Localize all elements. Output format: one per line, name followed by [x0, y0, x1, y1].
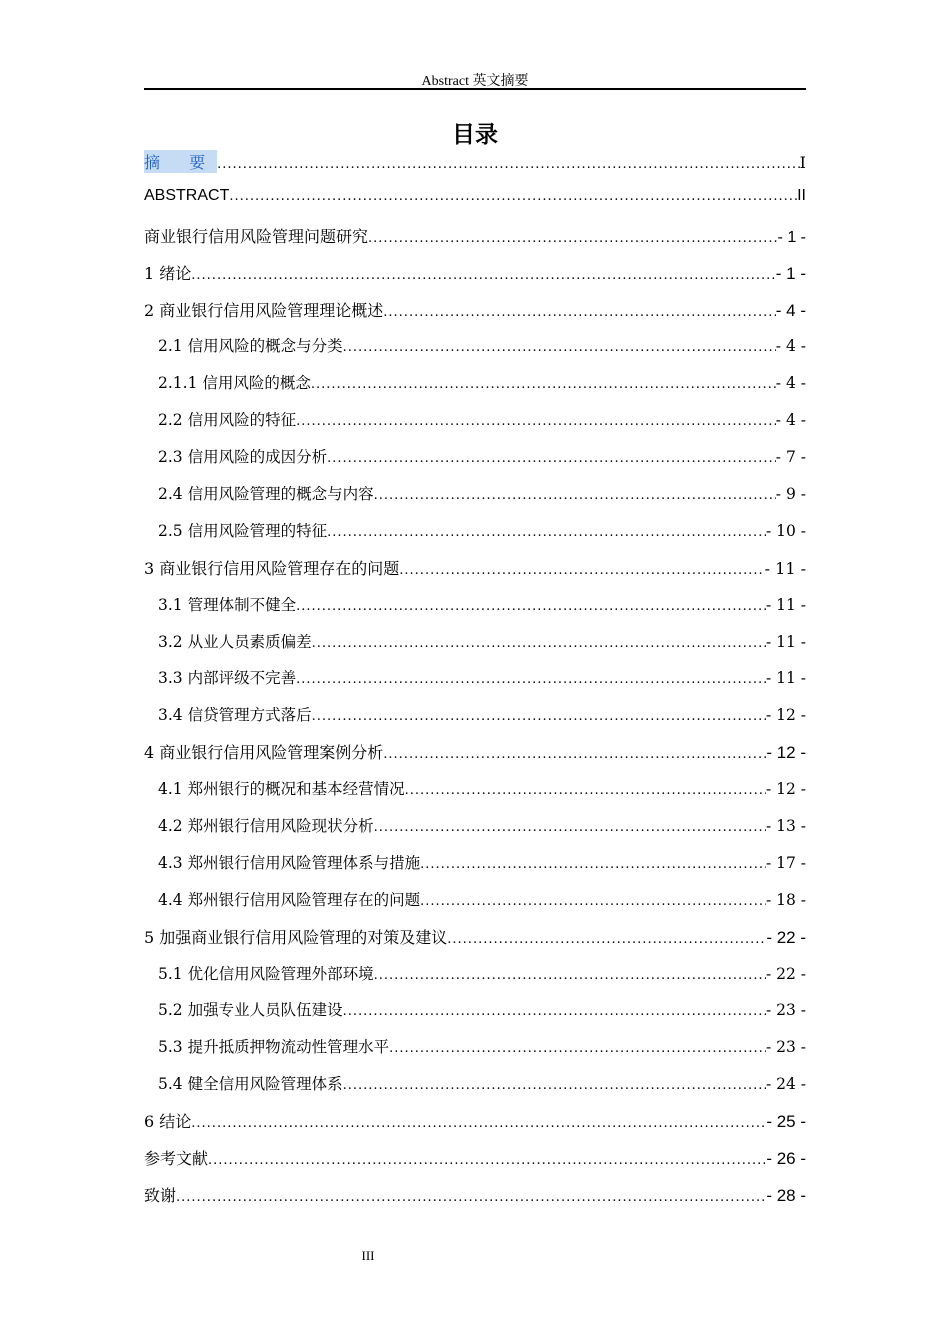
toc-entry-page: - 13 - [765, 817, 806, 836]
toc-entry-5-3[interactable] [144, 1035, 806, 1072]
toc-entry-title[interactable]: 3.2 从业人员素质偏差 [158, 632, 312, 651]
toc-entry-3-4[interactable] [144, 703, 806, 740]
toc-entry-main-title[interactable] [144, 224, 806, 261]
toc-entry-title[interactable]: 2.4 信用风险管理的概念与内容 [158, 485, 374, 504]
toc-entry-page: I [799, 153, 806, 172]
header-rule [144, 88, 806, 90]
toc-entry-page: - 18 - [765, 890, 806, 909]
toc-entry-page: - 25 - [766, 1112, 806, 1132]
toc-entry-ch4[interactable] [144, 740, 806, 777]
toc-entry-ch3[interactable] [144, 556, 806, 593]
toc-title: 目录 [452, 122, 498, 148]
toc-entry-page: - 11 - [764, 558, 806, 578]
page-header: Abstract 英文摘要 [421, 74, 529, 89]
table-of-contents [144, 150, 806, 1220]
toc-entry-title[interactable]: 2 商业银行信用风险管理理论概述 [144, 300, 384, 320]
toc-entry-title[interactable]: 3.4 信贷管理方式落后 [158, 706, 312, 725]
toc-entry-page: - 11 - [765, 595, 806, 614]
toc-entry-title[interactable]: 6 结论 [144, 1112, 192, 1132]
toc-entry-abstract-cn[interactable] [144, 150, 806, 187]
toc-entry-title[interactable]: 2.2 信用风险的特征 [158, 411, 297, 430]
toc-entry-title[interactable]: 1 绪论 [144, 263, 192, 283]
toc-entry-5-1[interactable] [144, 962, 806, 999]
toc-entry-page: - 10 - [765, 521, 806, 540]
toc-entry-3-3[interactable] [144, 666, 806, 703]
toc-entry-3-1[interactable] [144, 593, 806, 630]
toc-entry-page: II [797, 186, 806, 204]
toc-entry-2-1[interactable] [144, 334, 806, 371]
toc-entry-title[interactable]: 4.4 郑州银行信用风险管理存在的问题 [158, 890, 421, 909]
toc-entry-ch1[interactable] [144, 261, 806, 298]
toc-entry-4-3[interactable] [144, 851, 806, 888]
toc-entry-3-2[interactable] [144, 630, 806, 667]
toc-entry-page: - 17 - [765, 853, 806, 872]
toc-entry-page: - 4 - [775, 300, 806, 320]
toc-entry-title[interactable]: 参考文献 [144, 1149, 209, 1169]
toc-entry-title[interactable]: 5 加强商业银行信用风险管理的对策及建议 [144, 927, 448, 947]
toc-entry-5-4[interactable] [144, 1072, 806, 1109]
page-number: III [361, 1248, 375, 1263]
toc-entry-title[interactable]: 5.1 优化信用风险管理外部环境 [158, 964, 374, 983]
toc-entry-2-1-1[interactable] [144, 371, 806, 408]
toc-entry-references[interactable] [144, 1146, 806, 1183]
toc-entry-abstract-en[interactable] [144, 187, 806, 224]
toc-entry-page: - 11 - [765, 632, 806, 651]
toc-entry-page: - 4 - [775, 337, 806, 356]
toc-entry-title[interactable]: 致谢 [144, 1185, 177, 1205]
toc-entry-title[interactable]: 3.1 管理体制不健全 [158, 595, 297, 614]
toc-entry-title[interactable]: 4 商业银行信用风险管理案例分析 [144, 743, 384, 763]
toc-entry-page: - 22 - [766, 927, 806, 947]
toc-entry-title[interactable]: 5.2 加强专业人员队伍建设 [158, 1001, 343, 1020]
toc-entry-page: - 9 - [775, 485, 806, 504]
toc-entry-page: - 12 - [765, 780, 806, 799]
toc-entry-2-2[interactable] [144, 408, 806, 445]
toc-entry-ch5[interactable] [144, 925, 806, 962]
toc-entry-title[interactable]: 2.1.1 信用风险的概念 [158, 374, 311, 393]
toc-entry-acknowledgements[interactable] [144, 1183, 806, 1220]
toc-entry-2-5[interactable] [144, 519, 806, 556]
toc-entry-ch2[interactable] [144, 298, 806, 335]
toc-entry-page: - 26 - [766, 1149, 806, 1169]
toc-entry-title[interactable]: 摘 要 [144, 150, 217, 173]
toc-entry-page: - 23 - [765, 1038, 806, 1057]
toc-entry-title[interactable]: 商业银行信用风险管理问题研究 [144, 228, 369, 246]
toc-entry-2-3[interactable] [144, 445, 806, 482]
toc-entry-page: - 12 - [766, 743, 806, 763]
toc-entry-page: - 23 - [765, 1001, 806, 1020]
toc-entry-title[interactable]: 3.3 内部评级不完善 [158, 669, 297, 688]
toc-entry-ch6[interactable] [144, 1109, 806, 1146]
toc-entry-title[interactable]: 3 商业银行信用风险管理存在的问题 [144, 558, 400, 578]
toc-entry-2-4[interactable] [144, 482, 806, 519]
toc-entry-title[interactable]: 4.1 郑州银行的概况和基本经营情况 [158, 780, 405, 799]
toc-entry-title[interactable]: 4.3 郑州银行信用风险管理体系与措施 [158, 853, 421, 872]
toc-entry-4-4[interactable] [144, 888, 806, 925]
toc-entry-title[interactable]: 4.2 郑州银行信用风险现状分析 [158, 817, 374, 836]
toc-entry-page: - 22 - [765, 964, 806, 983]
toc-entry-title[interactable]: 2.5 信用风险管理的特征 [158, 521, 328, 540]
toc-entry-4-1[interactable] [144, 777, 806, 814]
toc-entry-page: - 1 - [775, 263, 806, 283]
toc-entry-page: - 4 - [775, 411, 806, 430]
toc-entry-page: - 1 - [777, 228, 806, 246]
toc-entry-title[interactable]: 5.3 提升抵质押物流动性管理水平 [158, 1038, 390, 1057]
toc-entry-page: - 11 - [765, 669, 806, 688]
toc-entry-page: - 28 - [766, 1185, 806, 1205]
toc-entry-page: - 24 - [765, 1075, 806, 1094]
toc-entry-title[interactable]: 5.4 健全信用风险管理体系 [158, 1075, 343, 1094]
toc-entry-title[interactable]: 2.1 信用风险的概念与分类 [158, 337, 343, 356]
toc-entry-title[interactable]: ABSTRACT [144, 186, 230, 204]
toc-entry-4-2[interactable] [144, 814, 806, 851]
toc-entry-page: - 7 - [775, 448, 806, 467]
toc-entry-page: - 4 - [775, 374, 806, 393]
toc-entry-title[interactable]: 2.3 信用风险的成因分析 [158, 448, 328, 467]
toc-entry-5-2[interactable] [144, 998, 806, 1035]
toc-entry-page: - 12 - [765, 706, 806, 725]
